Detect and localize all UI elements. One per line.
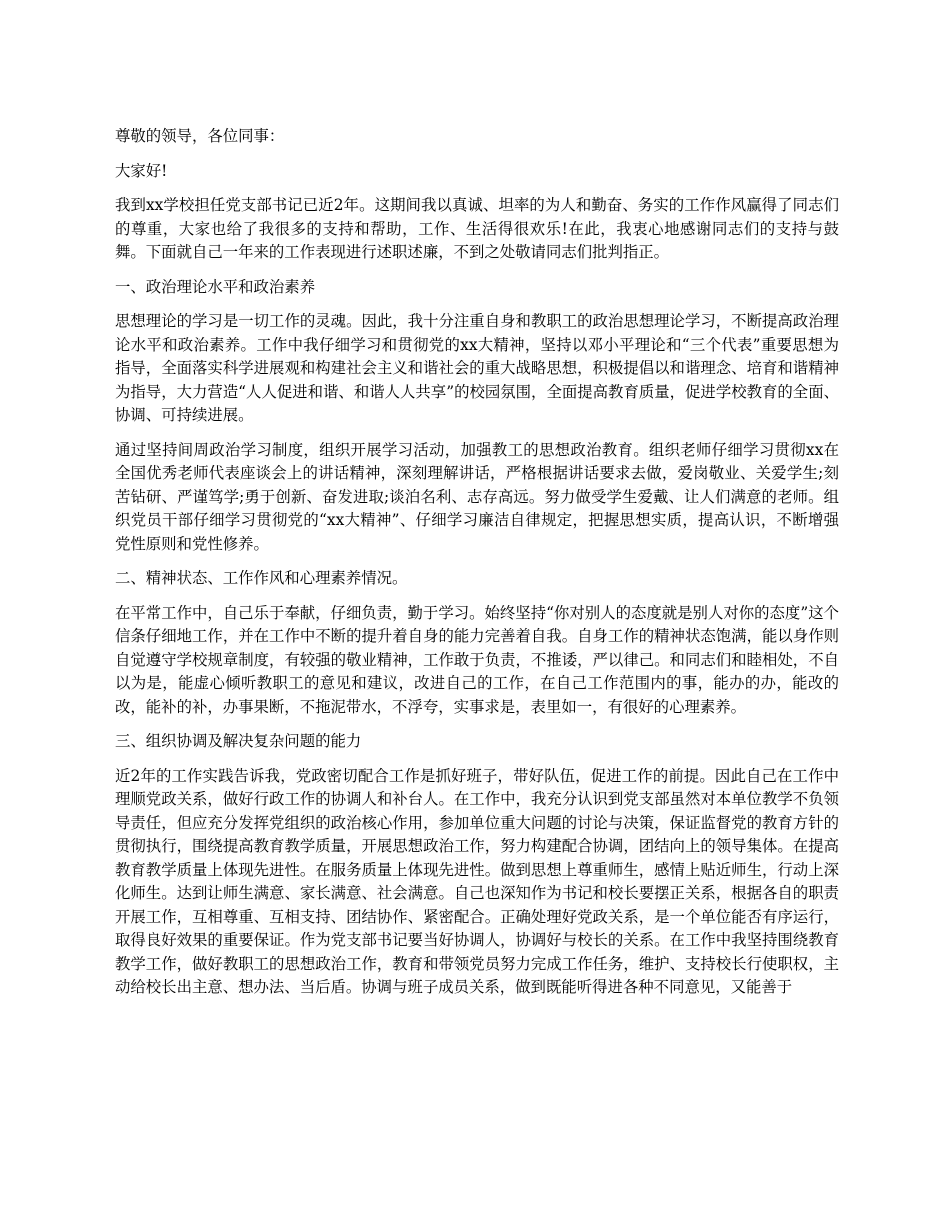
- greeting: 大家好!: [115, 161, 168, 180]
- section-1-paragraph-1: 思想理论的学习是一切工作的灵魂。因此，我十分注重自身和教职工的政治思想理论学习，不断提高政治理论水平和政治素养。工作中我仔细学习和贯彻党的xx大精神，坚持以邓小平理论和“三个代表”重要思想为指导，全面落实科学进展观和构建社会主义和谐社会的重大战略思想，积极提倡以和谐理念、培育和谐精神为指导，大力营造“人人促进和谐、和谐人人共享”的校园氛围，全面提高教育质量，促进学校教育的全面、协调、可持续进展。: [115, 312, 839, 424]
- document-page: [115, 125, 839, 1011]
- section-2-paragraph-1: 在平常工作中，自己乐于奉献，仔细负责，勤于学习。始终坚持“你对别人的态度就是别人对你的态度”这个信条仔细地工作，并在工作中不断的提升着自身的能力完善着自我。自身工作的精神状态饱满，能以身作则自觉遵守学校规章制度，有较强的敬业精神，工作敢于负责，不推诿，严以律己。和同志们和睦相处，不自以为是，能虚心倾听教职工的意见和建议，改进自己的工作，在自己工作范围内的事，能办的办，能改的改，能补的补，办事果断，不拖泥带水，不浮夸，实事求是，表里如一，有很好的心理素养。: [115, 603, 839, 716]
- section-2-heading: 二、精神状态、工作作风和心理素养情况。: [115, 569, 408, 587]
- section-3-heading: 三、组织协调及解决复杂问题的能力: [115, 732, 362, 750]
- section-1-paragraph-2: 通过坚持间周政治学习制度，组织开展学习活动，加强教工的思想政治教育。组织老师仔细学习贯彻xx在全国优秀老师代表座谈会上的讲话精神，深刻理解讲话，严格根据讲话要求去做，爱岗敬业、关爱学生;刻苦钻研、严谨笃学;勇于创新、奋发进取;谈泊名利、志存高远。努力做受学生爱戴、让人们满意的老师。组织党员干部仔细学习贯彻党的“xx大精神”、仔细学习廉洁自律规定，把握思想实质，提高认识，不断增强党性原则和党性修养。: [115, 440, 839, 553]
- section-1-heading: 一、政治理论水平和政治素养: [115, 277, 316, 296]
- intro-paragraph: 我到xx学校担任党支部书记已近2年。这期间我以真诚、坦率的为人和勤奋、务实的工作作风赢得了同志们的尊重，大家也给了我很多的支持和帮助，工作、生活得很欢乐!在此，我衷心地感谢同志们的支持与鼓舞。下面就自己一年来的工作表现进行述职述廉，不到之处敬请同志们批判指正。: [115, 196, 839, 261]
- salutation: 尊敬的领导，各位同事：: [115, 127, 285, 145]
- section-3-paragraph-1: 近2年的工作实践告诉我，党政密切配合工作是抓好班子，带好队伍，促进工作的前提。因此自己在工作中理顺党政关系，做好行政工作的协调人和补台人。在工作中，我充分认识到党支部虽然对本单位教学不负领导责任，但应充分发挥党组织的政治核心作用，参加单位重大问题的讨论与决策，保证监督党的教育方针的贯彻执行，围绕提高教育教学质量，开展思想政治工作，努力构建配合协调，团结向上的领导集体。在提高教育教学质量上体现先进性。在服务质量上体现先进性。做到思想上尊重师生，感情上贴近师生，行动上深化师生。达到让师生满意、家长满意、社会满意。自己也深知作为书记和校长要摆正关系，根据各自的职责开展工作，互相尊重、互相支持、团结协作、紧密配合。正确处理好党政关系，是一个单位能否有序运行，取得良好效果的重要保证。作为党支部书记要当好协调人，协调好与校长的关系。在工作中我坚持围绕教育教学工作，做好教职工的思想政治工作，教育和带领党员努力完成工作任务，维护、支持校长行使职权，主动给校长出主意、想办法、当后盾。协调与班子成员关系，做到既能听得进各种不同意见，又能善于: [115, 766, 839, 996]
